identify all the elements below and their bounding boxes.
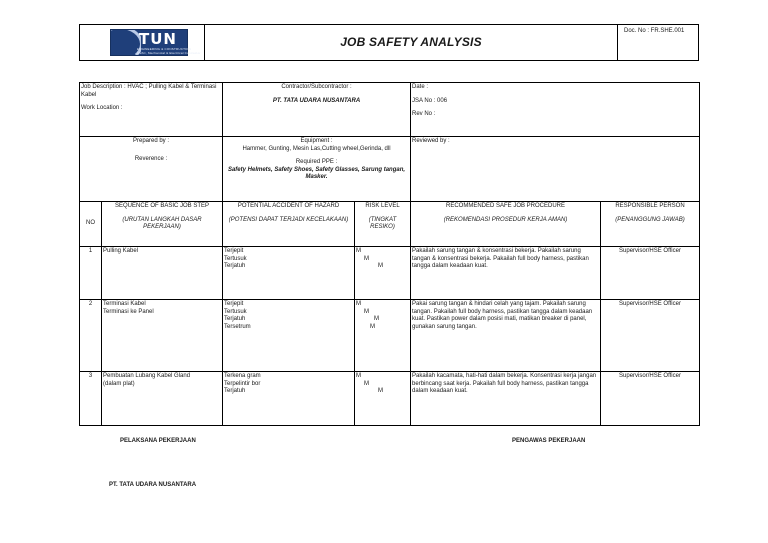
procedure-cell: Pakailah sarung tangan & konsentrasi bekerja. Pakailah sarung tangan & konsentrasi bekerja. Pakailah full body harness, pastikan tangga dalam keadaan kuat.	[411, 247, 601, 300]
col-risk-label: RISK LEVEL	[365, 203, 400, 209]
table-row	[80, 247, 700, 300]
col-sequence-label: SEQUENCE OF BASIC JOB STEP	[114, 203, 210, 209]
risk-level: M	[356, 301, 361, 307]
row-no: 2	[80, 300, 102, 372]
responsible-person: Supervisor/HSE Officer	[601, 247, 700, 300]
col-person	[601, 202, 700, 247]
company-name-footer: PT. TATA UDARA NUSANTARA	[109, 482, 197, 488]
job-step: Pembuatan Lubang Kabel Gland	[103, 373, 191, 379]
col-no-label: NO	[86, 220, 95, 227]
contractor-value: PT. TATA UDARA NUSANTARA	[272, 97, 361, 104]
title-cell	[205, 25, 618, 60]
hazard-item: Tertusuk	[224, 255, 247, 262]
job-step-cell	[102, 372, 223, 426]
prepared-cell	[80, 137, 223, 202]
risk-level: M	[356, 248, 361, 254]
company-logo	[110, 29, 201, 56]
hazard-item: Terjatuh	[224, 388, 246, 395]
column-header-row	[80, 202, 700, 247]
supervisor-signature-label: PENGAWAS PEKERJAAN	[512, 438, 586, 444]
hazard-cell	[223, 372, 355, 426]
contractor-cell	[223, 83, 411, 137]
hazard-item: Terkena gram	[224, 373, 261, 379]
hazard-cell	[223, 300, 355, 372]
job-step: (dalam plat)	[103, 380, 135, 387]
executor-signature-label: PELAKSANA PEKERJAAN	[120, 438, 196, 444]
jsa-table	[79, 82, 700, 426]
hazard-item: Terjatuh	[224, 316, 246, 323]
document-number: Doc. No : FR.SHE.001	[624, 28, 685, 34]
ppe-value: Safety Helmets, Safety Shoes, Safety Glasses, Sarung tangan, Masker.	[227, 166, 406, 181]
risk-level: M	[356, 373, 361, 379]
hazard-item: Terjepit	[224, 301, 244, 307]
info-row-top	[80, 83, 700, 137]
procedure-cell: Pakailah kacamata, hati-hati dalam bekerja. Konsentrasi kerja jangan berbincang saat kerja. Pakailah full body harness, pastikan tangga dalam keadaan kuat.	[411, 372, 601, 426]
job-step-cell	[102, 300, 223, 372]
job-step-cell	[102, 247, 223, 300]
logo-wordmark: TUN	[139, 30, 177, 48]
equipment-value: Hammer, Gunting, Mesin Las,Cutting wheel,Gerinda, dll	[242, 145, 391, 152]
hazard-item: Tertusuk	[224, 308, 247, 315]
col-no	[80, 202, 102, 247]
prepared-by: Prepared by :	[132, 138, 170, 144]
col-risk-label-id: (TINGKAT RESIKO)	[368, 216, 397, 231]
risk-level: M	[374, 316, 379, 323]
risk-level: M	[378, 263, 383, 270]
risk-level: M	[364, 380, 369, 387]
job-step: Pulling Kabel	[103, 248, 139, 254]
equipment-label: Equipment :	[300, 138, 333, 144]
col-person-label: RESPONSIBLE PERSON	[615, 203, 685, 209]
hazard-item: Terjepit	[224, 248, 244, 254]
job-step: Terminasi ke Panel	[103, 308, 154, 315]
reverence: Reverence :	[134, 155, 168, 162]
jsa-number: JSA No : 006	[412, 97, 448, 104]
job-description: Job Description : HVAC ; Pulling Kabel & Terminasi Kabel	[81, 84, 217, 98]
logo-cell	[80, 25, 205, 60]
procedure-cell: Pakai sarung tangan & hindari celah yang tajam. Pakailah sarung tangan. Pakailah full body harness, pastikan tangga dalam keadaan kuat. Pastikan power dalam posisi mati, matikan breaker di panel, gunakan sarung tangan.	[411, 300, 601, 372]
col-procedure-label: RECOMMENDED SAFE JOB PROCEDURE	[446, 203, 566, 209]
logo-tagline-1: ENGINEERING & CONSTRUCTION	[137, 47, 192, 51]
col-person-label-id: (PENANGGUNG JAWAB)	[615, 216, 685, 223]
risk-cell	[355, 247, 411, 300]
hazard-item: Tersetrum	[224, 323, 251, 330]
reviewed-cell	[411, 137, 700, 202]
hazard-item: Terpelintir bor	[224, 380, 261, 387]
col-hazard	[223, 202, 355, 247]
work-location: Work Location :	[81, 105, 123, 112]
risk-level: M	[364, 308, 369, 315]
reviewed-by: Reviewed by :	[412, 138, 450, 144]
risk-cell	[355, 300, 411, 372]
col-risk	[355, 202, 411, 247]
job-step: Terminasi Kabel	[103, 301, 146, 307]
job-info-cell	[80, 83, 223, 137]
ppe-label: Required PPE :	[295, 159, 338, 166]
responsible-person: Supervisor/HSE Officer	[601, 372, 700, 426]
col-hazard-label-id: (POTENSI DAPAT TERJADI KECELAKAAN)	[228, 216, 349, 223]
risk-level: M	[370, 323, 375, 330]
risk-cell	[355, 372, 411, 426]
col-sequence	[102, 202, 223, 247]
risk-level: M	[364, 255, 369, 262]
date-cell	[411, 83, 700, 137]
table-row	[80, 372, 700, 426]
document-header	[79, 24, 699, 61]
row-no: 3	[80, 372, 102, 426]
col-sequence-label-id: (URUTAN LANGKAH DASAR PEKERJAAN)	[122, 216, 202, 231]
col-procedure-label-id: (REKOMENDASI PROSEDUR KERJA AMAN)	[443, 216, 568, 223]
hazard-item: Terjatuh	[224, 263, 246, 270]
revision-number: Rev No :	[412, 111, 436, 118]
col-hazard-label: POTENTIAL ACCIDENT OF HAZARD	[237, 203, 340, 209]
risk-level: M	[378, 388, 383, 395]
logo-tagline-2: HVAC, Mechanical & Electrical Contractor	[137, 51, 201, 55]
contractor-label: Contractor/Subcontractor :	[281, 84, 352, 90]
document-title: JOB SAFETY ANALYSIS	[340, 35, 482, 49]
col-procedure	[411, 202, 601, 247]
info-row-bottom	[80, 137, 700, 202]
hazard-cell	[223, 247, 355, 300]
table-row	[80, 300, 700, 372]
row-no: 1	[80, 247, 102, 300]
responsible-person: Supervisor/HSE Officer	[601, 300, 700, 372]
equipment-cell	[223, 137, 411, 202]
date-label: Date :	[412, 84, 429, 90]
